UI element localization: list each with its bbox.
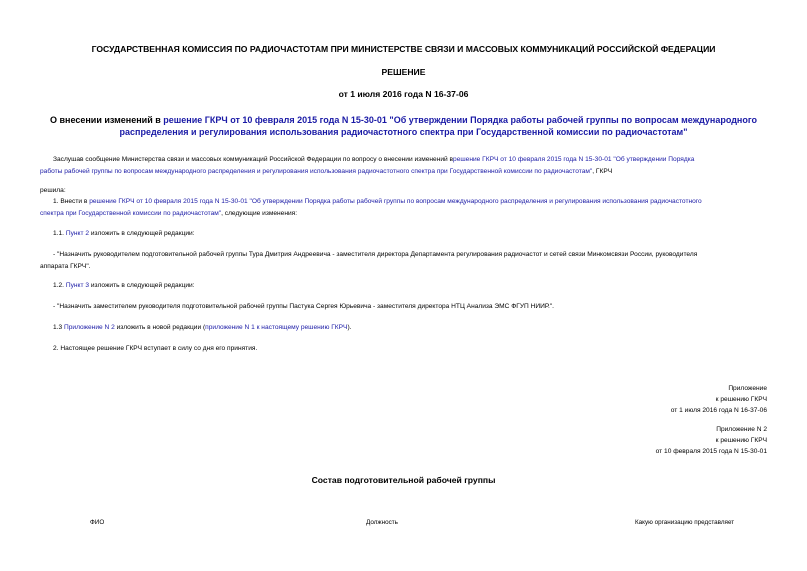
item-1-3 (53, 322, 351, 334)
item-1-1-link[interactable]: Пункт 2 (65, 230, 89, 237)
document-title (0, 114, 807, 138)
appendix-1-line2: к решению ГКРЧ (715, 396, 767, 403)
preamble-suffix: , ГКРЧ (592, 167, 613, 175)
item-1-1-prefix: 1.1. (53, 230, 66, 237)
preamble-text: Заслушав сообщение Министерства связи и массовых коммуникаций Российской Федерации по вопросу о внесении изменений в (53, 156, 454, 163)
item-1-1-text (40, 249, 780, 272)
composition-title: Состав подготовительной рабочей группы (311, 475, 496, 485)
title-link-continued[interactable]: распределения и регулирования использования радиочастотного спектра при Государственной комиссии по радиочастотам" (119, 127, 688, 137)
resolved-label: решила: (40, 187, 66, 194)
title-link[interactable]: решение ГКРЧ от 10 февраля 2015 года N 15-30-01 "Об утверждении Порядка работы рабочей группы по вопросам международного (163, 115, 757, 125)
item-1-3-link-appendix1[interactable]: приложение N 1 к настоящему решению ГКРЧ (205, 324, 348, 331)
item-1-1-text-line1: - "Назначить руководителем подготовительной рабочей группы Тура Дмитрия Андреевича - заместителя директора Департамента регулирования радиочастот и сетей связи Минкомсвязи России, руководителя (53, 251, 698, 258)
appendix-2-line3: от 10 февраля 2015 года N 15-30-01 (655, 448, 767, 455)
item-1-link-continued[interactable]: спектра при Государственной комиссии по радиочастотам" (40, 209, 222, 217)
preamble (40, 154, 780, 177)
appendix-2-line1: Приложение N 2 (716, 426, 767, 433)
item-2: 2. Настоящее решение ГКРЧ вступает в силу со дня его принятия. (53, 345, 258, 352)
item-1-suffix: , следующие изменения: (221, 209, 298, 217)
appendix-1-line3: от 1 июля 2016 года N 16-37-06 (670, 407, 767, 414)
item-1 (40, 196, 780, 219)
doc-date-number: от 1 июля 2016 года N 16-37-06 (338, 89, 469, 99)
item-1-3-prefix: 1.3 (53, 324, 64, 331)
preamble-link-continued[interactable]: работы рабочей группы по вопросам международного распределения и регулирования использования радиочастотного спектра при Государственной комиссии по радиочастотам" (40, 167, 593, 175)
item-1-2 (53, 280, 195, 292)
appendix-1-line1: Приложение (728, 385, 767, 392)
item-1-3-suffix: ). (347, 324, 352, 331)
item-1-2-text: - "Назначить заместителем руководителя подготовительной рабочей группы Пастука Сергея Юрьевича - заместителя директора НТЦ Анализа ЭМС ФГУП НИИР.". (53, 303, 554, 310)
item-1-3-mid: изложить в новой редакции ( (114, 324, 206, 331)
commission-heading: ГОСУДАРСТВЕННАЯ КОМИССИЯ ПО РАДИОЧАСТОТАМ ПРИ МИНИСТЕРСТВЕ СВЯЗИ И МАССОВЫХ КОММУНИКАЦИЙ РОССИЙСКОЙ ФЕДЕРАЦИИ (91, 44, 716, 54)
item-1-link[interactable]: решение ГКРЧ от 10 февраля 2015 года N 15-30-01 "Об утверждении Порядка работы рабочей группы по вопросам международного распределения и регулирования использования радиочастотного (89, 198, 702, 205)
title-prefix: О внесении изменений в (49, 115, 164, 125)
column-header-position: Должность (366, 519, 398, 526)
appendix-1-block (671, 383, 767, 416)
item-1-1-text-line2: аппарата ГКРЧ". (40, 262, 91, 270)
item-1-1-suffix: изложить в следующей редакции: (89, 230, 195, 237)
appendix-2-line2: к решению ГКРЧ (715, 437, 767, 444)
column-header-name: ФИО (90, 519, 105, 526)
item-1-2-prefix: 1.2. (53, 282, 66, 289)
item-1-1 (53, 228, 195, 240)
item-1-2-link[interactable]: Пункт 3 (65, 282, 89, 289)
column-header-organization: Какую организацию представляет (635, 519, 735, 526)
preamble-link[interactable]: решение ГКРЧ от 10 февраля 2015 года N 15-30-01 "Об утверждении Порядка (453, 156, 695, 163)
item-1-2-suffix: изложить в следующей редакции: (89, 282, 195, 289)
appendix-2-block (656, 424, 767, 457)
item-1-prefix: 1. Внести в (53, 198, 90, 205)
item-1-3-link-appendix2[interactable]: Приложение N 2 (64, 324, 115, 331)
doc-type: РЕШЕНИЕ (381, 67, 426, 77)
